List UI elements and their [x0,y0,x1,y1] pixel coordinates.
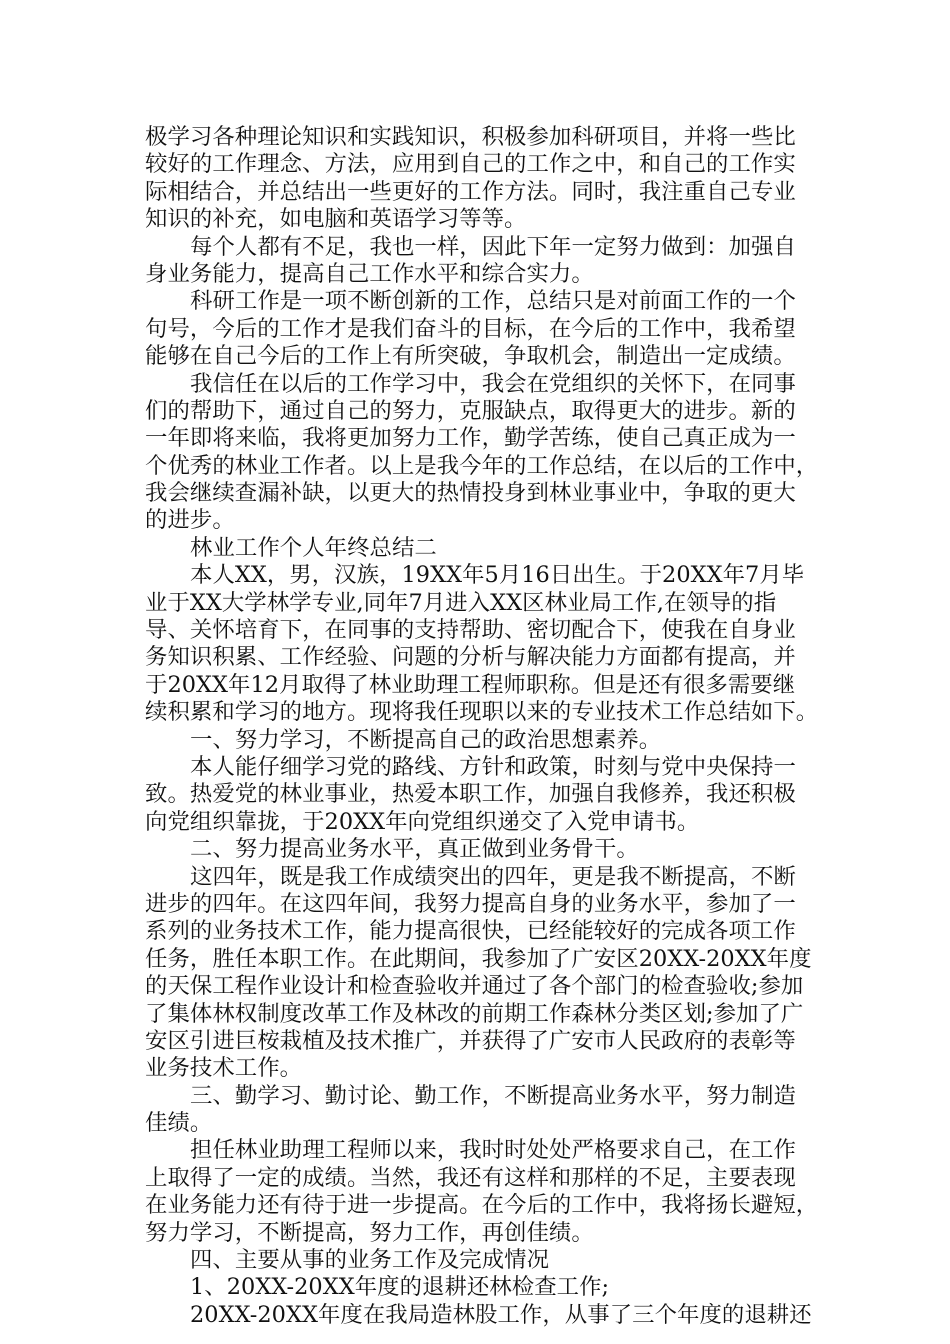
text-line: 句号，今后的工作才是我们奋斗的目标，在今后的工作中，我希望 [145,315,796,342]
text-line: 能够在自己今后的工作上有所突破，争取机会，制造出一定成绩。 [145,343,796,370]
section-heading: 一、努力学习，不断提高自己的政治思想素养。 [190,726,662,753]
paragraph-start: 担任林业助理工程师以来，我时时处处严格要求自己，在工作 [190,1137,796,1164]
list-item: 1、20XX-20XX年度的退耕还林检查工作; [190,1274,610,1301]
text-line: 续积累和学习的地方。现将我任现职以来的专业技术工作总结如下。 [145,699,819,726]
text-line: 致。热爱党的林业事业，热爱本职工作，加强自我修养，我还积极 [145,781,796,808]
paragraph-start: 我信任在以后的工作学习中，我会在党组织的关怀下，在同事 [190,370,796,397]
text-line: 进步的四年。在这四年间，我努力提高自身的业务水平，参加了一 [145,890,796,917]
section-heading: 二、努力提高业务水平，真正做到业务骨干。 [190,836,639,863]
paragraph-start: 每个人都有不足，我也一样，因此下年一定努力做到：加强自 [190,233,796,260]
text-line: 个优秀的林业工作者。以上是我今年的工作总结，在以后的工作中， [145,452,819,479]
text-line: 业务技术工作。 [145,1055,303,1082]
text-line: 于20XX年12月取得了林业助理工程师职称。但是还有很多需要继 [145,671,796,698]
text-line: 系列的业务技术工作，能力提高很快，已经能较好的完成各项工作 [145,918,796,945]
text-line: 知识的补充，如电脑和英语学习等等。 [145,206,527,233]
paragraph-start: 这四年，既是我工作成绩突出的四年，更是我不断提高，不断 [190,863,796,890]
document-body [145,124,835,1329]
text-line: 佳绩。 [145,1110,213,1137]
text-line: 安区引进巨桉栽植及技术推广，并获得了广安市人民政府的表彰等 [145,1027,796,1054]
section-title: 林业工作个人年终总结二 [190,534,437,561]
text-line: 的天保工程作业设计和检查验收并通过了各个部门的检查验收;参加 [145,973,804,1000]
text-line: 较好的工作理念、方法，应用到自己的工作之中，和自己的工作实 [145,151,796,178]
text-line: 导、关怀培育下，在同事的支持帮助、密切配合下，使我在自身业 [145,617,796,644]
paragraph-start: 本人能仔细学习党的路线、方针和政策，时刻与党中央保持一 [190,753,796,780]
section-heading: 三、勤学习、勤讨论、勤工作，不断提高业务水平，努力制造 [190,1082,796,1109]
text-line: 务知识积累、工作经验、问题的分析与解决能力方面都有提高，并 [145,644,796,671]
section-heading: 四、主要从事的业务工作及完成情况 [190,1247,550,1274]
paragraph-start: 科研工作是一项不断创新的工作，总结只是对前面工作的一个 [190,288,796,315]
text-line: 向党组织靠拢，于20XX年向党组织递交了入党申请书。 [145,808,700,835]
paragraph-start: 20XX-20XX年度在我局造林股工作，从事了三个年度的退耕还 [190,1301,812,1328]
text-line: 际相结合，并总结出一些更好的工作方法。同时，我注重自己专业 [145,178,796,205]
text-line: 极学习各种理论知识和实践知识，积极参加科研项目，并将一些比 [145,124,796,150]
text-line: 身业务能力，提高自己工作水平和综合实力。 [145,260,594,287]
paragraph-start: 本人XX，男，汉族，19XX年5月16日出生。于20XX年7月毕 [190,562,805,589]
text-line: 们的帮助下，通过自己的努力，克服缺点，取得更大的进步。新的 [145,397,796,424]
text-line: 我会继续查漏补缺，以更大的热情投身到林业事业中，争取的更大 [145,480,796,507]
text-line: 一年即将来临，我将更加努力工作，勤学苦练，使自己真正成为一 [145,425,796,452]
text-line: 了集体林权制度改革工作及林改的前期工作森林分类区划;参加了广 [145,1000,804,1027]
text-line: 上取得了一定的成绩。当然，我还有这样和那样的不足，主要表现 [145,1164,796,1191]
text-line: 的进步。 [145,507,235,534]
text-line: 任务，胜任本职工作。在此期间，我参加了广安区20XX-20XX年度 [145,945,812,972]
text-line: 努力学习，不断提高，努力工作，再创佳绩。 [145,1219,594,1246]
text-line: 在业务能力还有待于进一步提高。在今后的工作中，我将扬长避短， [145,1192,819,1219]
text-line: 业于XX大学林学专业,同年7月进入XX区林业局工作,在领导的指 [145,589,777,616]
